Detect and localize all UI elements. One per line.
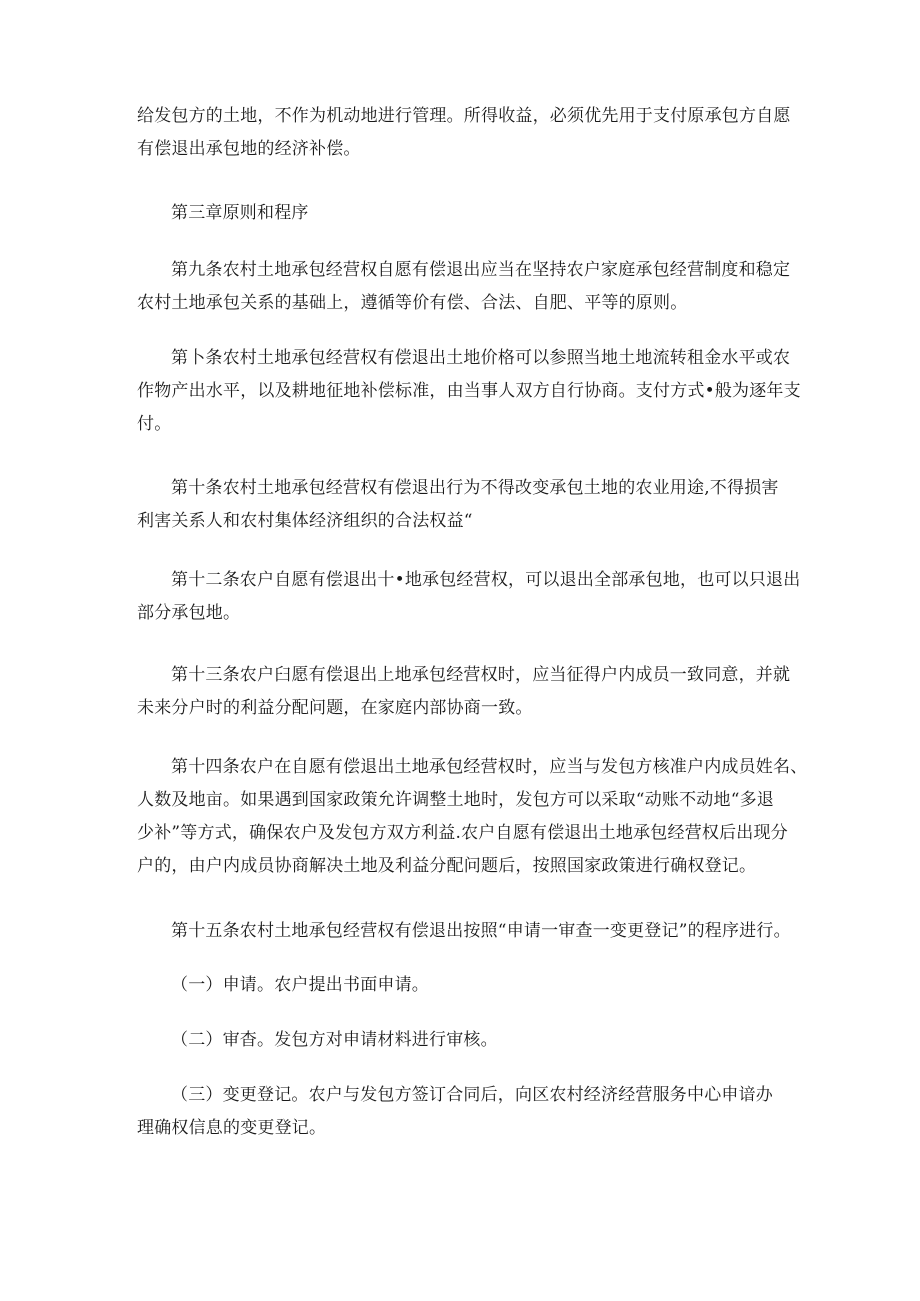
text-line: 有偿退出承包地的经济补偿。 <box>137 139 361 159</box>
text-line: 第三章原则和程序 <box>171 203 309 223</box>
article-10b <box>137 472 797 538</box>
text-line: 利害关系人和农村集体经济组织的合法权益“ <box>137 511 473 531</box>
paragraph-continuation <box>137 100 797 166</box>
procedure-item-3 <box>137 1079 797 1145</box>
text-line: 户的，由户内成员协商解决土地及利益分配问题后，按照国家政策进行确权登记。 <box>137 856 757 876</box>
article-14 <box>137 751 808 883</box>
text-line: 第十五条农村土地承包经营权有偿退出按照“申请一审查一变更登记”的程序进行。 <box>171 921 791 941</box>
text-line: 人数及地亩。如果遇到国家政策允许调整土地时，发包方可以采取“动账不动地“多退 <box>137 790 774 810</box>
procedure-item-1 <box>137 969 797 1002</box>
text-line: 农村土地承包关系的基础上，遵循等价有偿、合法、自肥、平等的原则。 <box>137 293 688 313</box>
text-line: 少补”等方式，确保农户及发包方双方利益.农户自愿有偿退出土地承包经营权后出现分 <box>137 823 788 843</box>
text-line: 付。 <box>137 414 172 434</box>
text-line: 理确权信息的变更登记。 <box>137 1118 327 1138</box>
text-line: 部分承包地。 <box>137 603 241 623</box>
text-line: 作物产出水平，以及耕地征地补偿标准，由当事人双方自行协商。支付方式•般为逐年支 <box>137 381 801 401</box>
text-line: 第十条农村土地承包经营权有偿退出行为不得改变承包土地的农业用途,不得损害 <box>171 478 779 498</box>
article-15 <box>137 915 797 948</box>
text-line: 第十三条农户臼愿有偿退出上地承包经营权时，应当征得户内成员一致同意，并就 <box>171 665 791 685</box>
article-9 <box>137 254 797 320</box>
text-line: 给发包方的土地，不作为机动地进行管理。所得收益，必须优先用于支付原承包方自愿 <box>137 106 791 126</box>
article-10a <box>137 342 801 441</box>
text-line: 未来分户时的利益分配问题，在家庭内部协商一致。 <box>137 698 533 718</box>
text-line: 第卜条农村土地承包经营权有偿退出土地价格可以参照当地土地流转租金水平或农 <box>171 348 791 368</box>
text-line: （三）变更登记。农户与发包方签订合同后，向区农村经济经营服务中心申谙办 <box>171 1085 773 1105</box>
procedure-item-2 <box>137 1024 797 1057</box>
text-line: 第九条农村土地承包经营权自愿有偿退出应当在坚持农户家庭承包经营制度和稳定 <box>171 260 791 280</box>
text-line: 第十二条农户自愿有偿退出十•地承包经营权，可以退出全部承包地，也可以只退出 <box>171 570 801 590</box>
chapter-heading <box>137 197 797 230</box>
article-13 <box>137 659 797 725</box>
text-line: （二）审杳。发包方对申请材料进行审核。 <box>171 1030 498 1050</box>
article-12 <box>137 564 801 630</box>
text-line: 第十四条农户在自愿有偿退出土地承包经营权时，应当与发包方核准户内成员姓名、 <box>171 757 808 777</box>
text-line: （一）申请。农户提出书面申请。 <box>171 975 429 995</box>
